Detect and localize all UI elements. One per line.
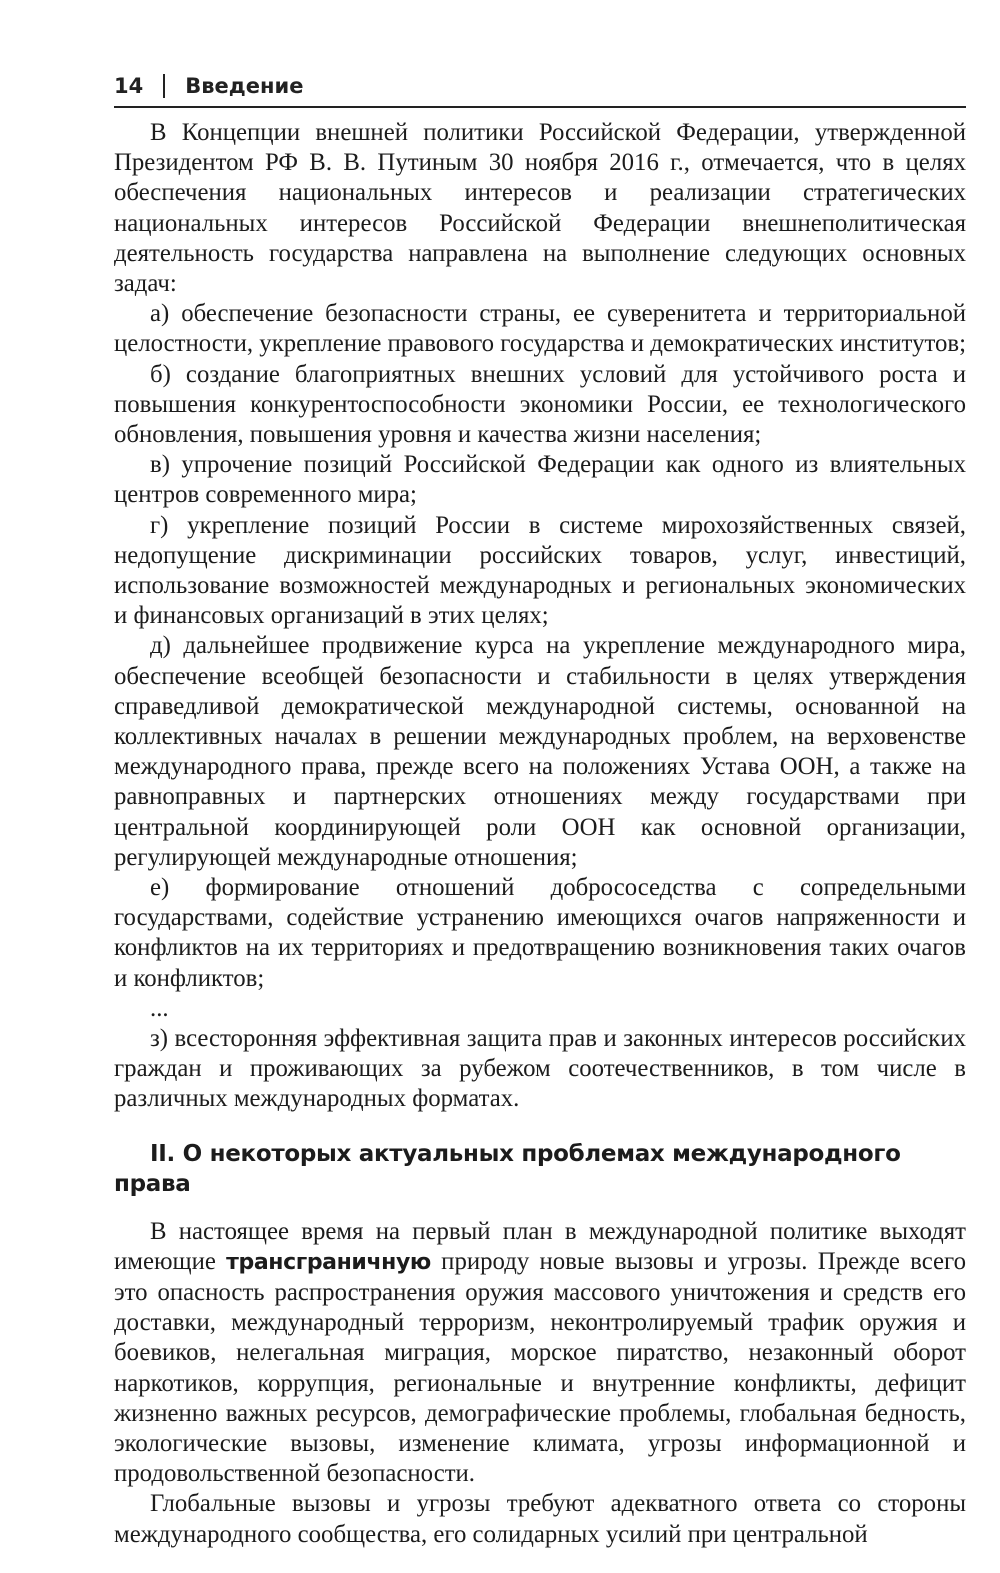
- paragraph-text-after: природу новые вызовы и угрозы. Прежде всего это опасность распространения оружия массового уничтожения и средств его доставки, международный терроризм, неконтролируемый трафик оружия и боевиков, нелегальная миграция, морское пиратство, незаконный оборот наркотиков, коррупция, региональные и внутренние конфликты, дефицит жизненно важных ресурсов, демографические проблемы, глобальная бедность, экологические вызовы, изменение климата, угрозы информационной и продовольственной безопасности.: [114, 1247, 966, 1488]
- key-term: трансграничную: [226, 1249, 431, 1275]
- page-number: 14: [114, 74, 144, 98]
- section-paragraph-1: [114, 1217, 966, 1490]
- section-paragraph-2: Глобальные вызовы и угрозы требуют адекватного ответа со стороны международного сообщества, его солидарных усилий при центральной: [114, 1490, 966, 1548]
- body-text: [114, 118, 966, 1550]
- task-item-a: а) обеспечение безопасности страны, ее суверенитета и территориальной целостности, укрепление правового государства и демократических институтов;: [114, 300, 966, 358]
- task-item-e: е) формирование отношений добрососедства с сопредельными государствами, содействие устранению имеющихся очагов напряженности и конфликтов на их территориях и предотвращению возникновения таких очагов и конфликтов;: [114, 874, 966, 992]
- intro-paragraph: В Концепции внешней политики Российской Федерации, утвержденной Президентом РФ В. В. Путиным 30 ноября 2016 г., отмечается, что в целях обеспечения национальных интересов и реализации стратегических национальных интересов Российской Федерации внешнеполитическая деятельность государства направлена на выполнение следующих основных задач:: [114, 119, 966, 298]
- task-item-b: б) создание благоприятных внешних условий для устойчивого роста и повышения конкурентоспособности экономики России, ее технологического обновления, повышения уровня и качества жизни населения;: [114, 360, 966, 449]
- running-header: [114, 66, 966, 106]
- chapter-title: Введение: [185, 74, 304, 98]
- task-item-g: г) укрепление позиций России в системе мирохозяйственных связей, недопущение дискриминации российских товаров, услуг, инвестиций, использование возможностей международных и региональных экономических и финансовых организаций в этих целях;: [114, 511, 966, 630]
- header-rule: [114, 106, 966, 108]
- header-separator: [163, 74, 165, 98]
- task-item-z: з) всесторонняя эффективная защита прав и законных интересов российских граждан и проживающих за рубежом соотечественников, в том числе в различных международных форматах.: [114, 1024, 966, 1113]
- paragraph-text-before: В настоящее время на первый план в международной политике выходят имеющие: [114, 1217, 966, 1275]
- section-heading: II. О некоторых актуальных проблемах международного права: [114, 1140, 901, 1197]
- task-item-v: в) упрочение позиций Российской Федерации как одного из влиятельных центров современного мира;: [114, 451, 966, 509]
- omission-ellipsis: ...: [150, 994, 169, 1022]
- task-item-d: д) дальнейшее продвижение курса на укрепление международного мира, обеспечение всеобщей безопасности и стабильности в целях утверждения справедливой демократической международной системы, основанной на коллективных началах в решении международных проблем, на верховенстве международного права, прежде всего на положениях Устава ООН, а также на равноправных и партнерских отношениях между государствами при центральной координирующей роли ООН как основной организации, регулирующей международные отношения;: [114, 632, 966, 871]
